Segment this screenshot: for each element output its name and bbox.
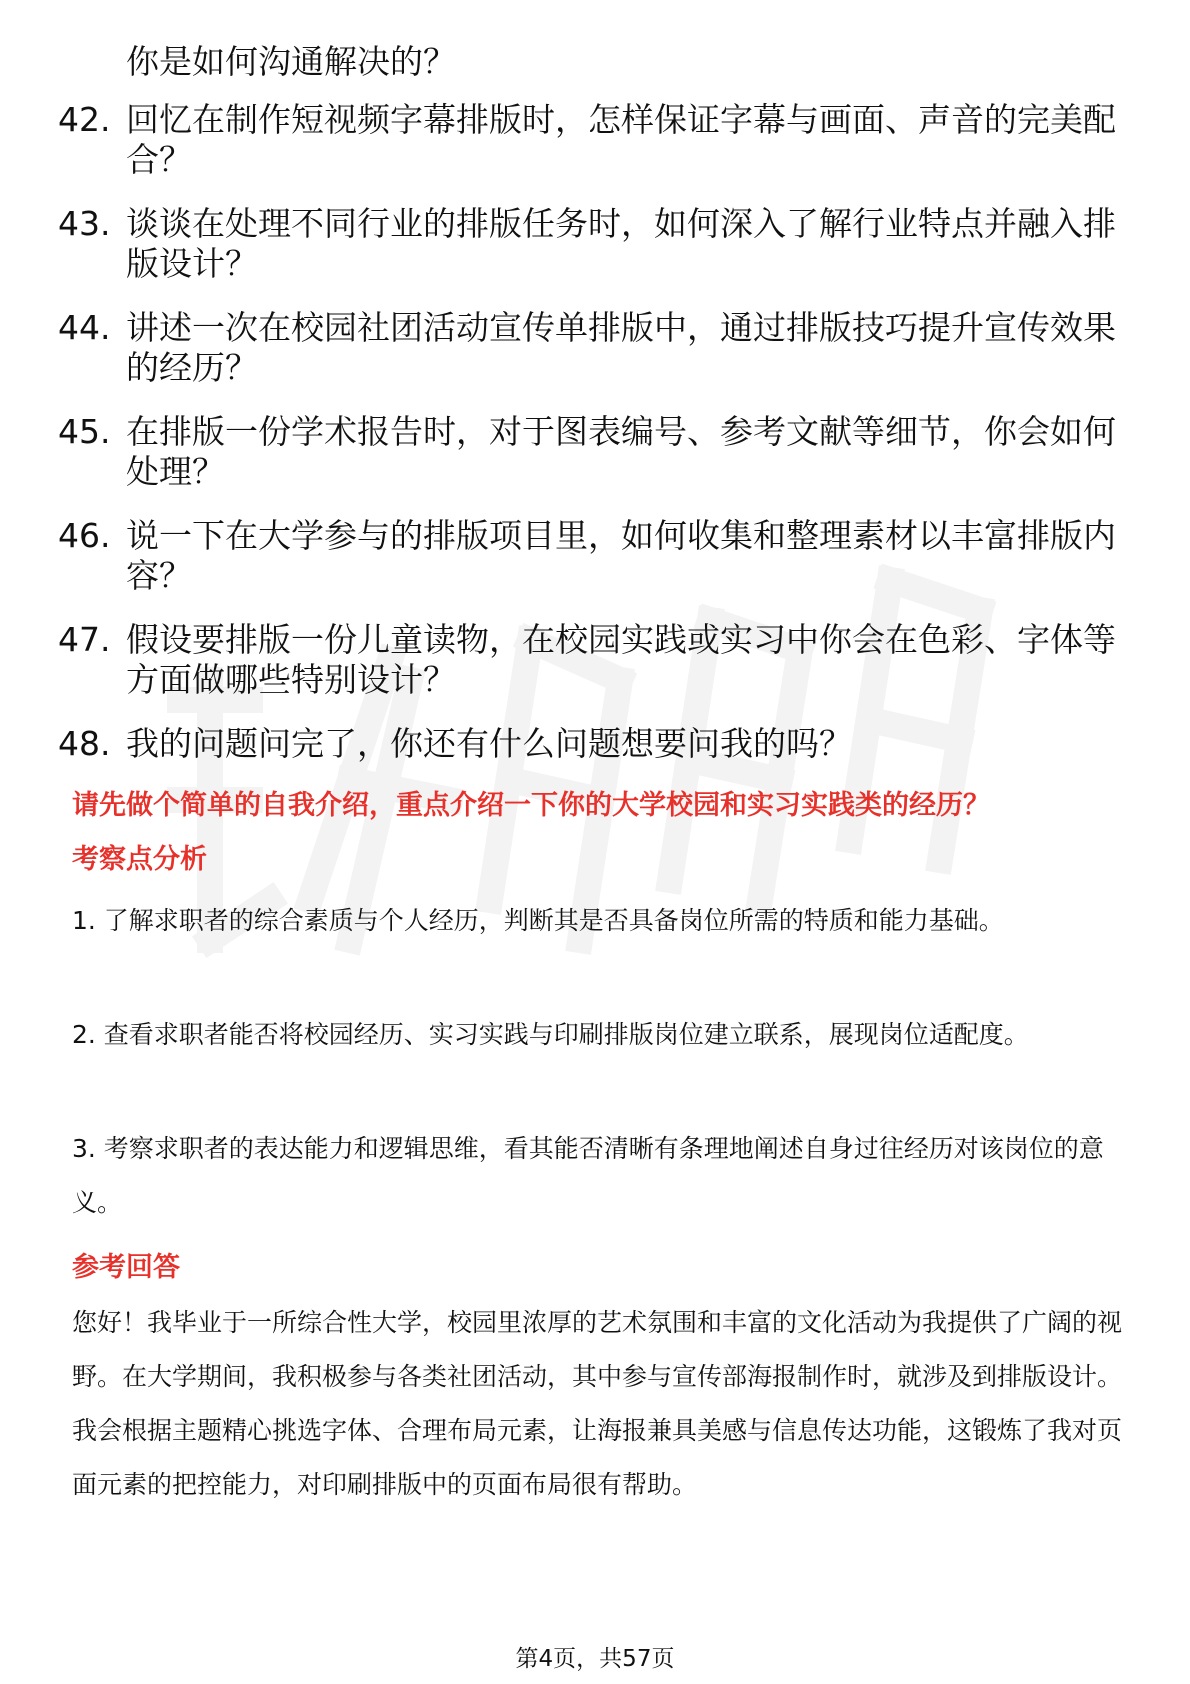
analysis-point: 2. 查看求职者能否将校园经历、实习实践与印刷排版岗位建立联系，展现岗位适配度。	[72, 1020, 1029, 1049]
answer-heading: 参考回答	[72, 1252, 180, 1283]
question-text: 在排版一份学术报告时，对于图表编号、参考文献等细节，你会如何处理？	[126, 412, 1116, 491]
question-text: 讲述一次在校园社团活动宣传单排版中，通过排版技巧提升宣传效果的经历？	[126, 308, 1116, 387]
question-number: 45.	[58, 412, 111, 451]
question-item	[58, 204, 1146, 284]
question-number: 44.	[58, 308, 111, 347]
question-continuation	[58, 42, 1146, 82]
question-text: 你是如何沟通解决的？	[126, 42, 456, 81]
question-item	[58, 724, 1146, 764]
analysis-point: 1. 了解求职者的综合素质与个人经历，判断其是否具备岗位所需的特质和能力基础。	[72, 906, 1004, 935]
question-number: 46.	[58, 516, 111, 555]
question-text: 假设要排版一份儿童读物，在校园实践或实习中你会在色彩、字体等方面做哪些特别设计？	[126, 620, 1116, 699]
question-item	[58, 516, 1146, 596]
question-item	[58, 100, 1146, 180]
question-item	[58, 412, 1146, 492]
question-text: 我的问题问完了，你还有什么问题想要问我的吗？	[126, 724, 852, 763]
question-text: 谈谈在处理不同行业的排版任务时，如何深入了解行业特点并融入排版设计？	[126, 204, 1116, 283]
question-number: 42.	[58, 100, 111, 139]
question-list	[58, 42, 1138, 788]
question-text: 说一下在大学参与的排版项目里，如何收集和整理素材以丰富排版内容？	[126, 516, 1116, 595]
section-question: 请先做个简单的自我介绍，重点介绍一下你的大学校园和实习实践类的经历？	[72, 790, 990, 821]
analysis-heading: 考察点分析	[72, 844, 207, 875]
question-number: 48.	[58, 724, 111, 763]
page-footer: 第4页，共57页	[515, 1646, 675, 1672]
question-number: 47.	[58, 620, 111, 659]
question-number: 43.	[58, 204, 111, 243]
answer-text: 您好！我毕业于一所综合性大学，校园里浓厚的艺术氛围和丰富的文化活动为我提供了广阔的视野。在大学期间，我积极参与各类社团活动，其中参与宣传部海报制作时，就涉及到排版设计。我会根据主题精心挑选字体、合理布局元素，让海报兼具美感与信息传达功能，这锻炼了我对页面元素的把控能力，对印刷排版中的页面布局很有帮助。	[72, 1308, 1123, 1499]
question-item	[58, 308, 1146, 388]
question-text: 回忆在制作短视频字幕排版时，怎样保证字幕与画面、声音的完美配合？	[126, 100, 1116, 179]
analysis-point: 3. 考察求职者的表达能力和逻辑思维，看其能否清晰有条理地阐述自身过往经历对该岗位的意义。	[72, 1134, 1104, 1217]
question-item	[58, 620, 1146, 700]
